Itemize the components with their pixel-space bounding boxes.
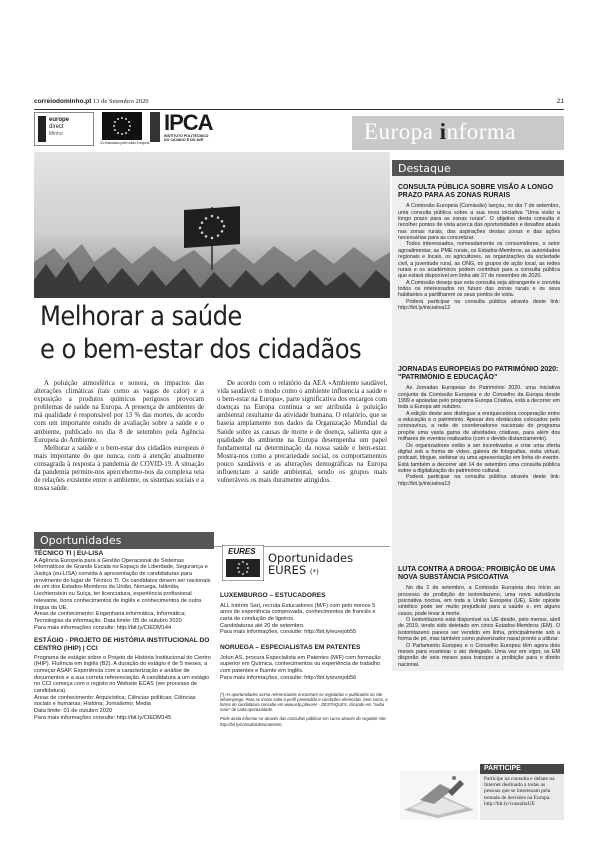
- destaque-header: Destaque: [392, 160, 564, 176]
- destaque-panel: [392, 176, 564, 671]
- job-areas: Áreas de conhecimento: Engenharia informática, Informática; Tecnologias da informação. Data limite: 05 de outubro 2020: [34, 611, 186, 624]
- eures-job-description: Jotun AS, procura Especialista em Patentes (M/F) com formação superior em Química, conhecimentos ou experiência de trabalho com patentes e fluente em inglês.: [220, 654, 381, 675]
- eures-footnote-2: Pode ainda informar-se através das consultas públicas em curso através do seguinte site: http://bit.ly/consultaUEeuramento: [220, 716, 387, 727]
- job-areas: Áreas de conhecimento: Arquivística; Ciências políticas; Ciências sociais e humanas; História; Jornalismo; Media: [34, 694, 196, 708]
- destaque-item: CONSULTA PÚBLICA SOBRE VISÃO A LONGO PRAZO PARA AS ZONAS RURAIS A Comissão Europeia (Comissão) lançou, no dia 7 de setembro, uma consulta pública sobre a sua nova iniciativa "Uma visão a longo prazo para as zonas rurais". O objetivo desta consulta é recolher pontos de vista acerca das oportunidades e desafios atuais nas zonas rurais, das aspirações destas zonas e das ações necessárias para as concretizar. Todos interessados, nomeadamente os consumidores, o setor agroalimentar, as PME rurais, os Estados-Membros, as autoridades regionais e locais, os agricultores, as organizações da sociedade civil, a juventude rural, as ONG, os grupos de ação local, as redes rurais e os académicos podem contribuir para a consulta pública que estará disponível em linha até 27 de novembro de 2020. A Comissão deseja que esta consulta seja abrangente e convida todos os interessados no futuro das zonas rurais e os seus habitantes a partilharem os seus pontos de vista. Poderá participar na consulta pública através deste link: http://bit.ly/iniciativa12: [398, 184, 560, 311]
- europe-direct-logo: europe direct Minho: [34, 112, 94, 146]
- participe-image: [400, 770, 478, 820]
- job-deadline: Data limite: 01 de outubro 2020: [34, 708, 113, 715]
- eu-flag-logo: Co-financiado pela União Europeia: [102, 112, 142, 140]
- destaque-link[interactable]: Poderá participar na consulta pública através deste link: http://bit.ly/iniciativa12: [398, 298, 560, 311]
- section-banner: Europa informa: [352, 116, 564, 150]
- ipca-logo: IPCA INSTITUTO POLITÉCNICO DO CÁVADO E DO AVE: [150, 112, 228, 146]
- eures-job-deadline: Candidaturas até 20 de setembro.: [220, 622, 305, 629]
- partner-logos: [34, 112, 228, 148]
- eures-logo: EURES: [222, 545, 264, 581]
- destaque-link[interactable]: Poderá participar na consulta pública através deste link: http://bit.ly/iniciativa13: [398, 474, 560, 487]
- eures-job-title: LUXEMBURGO – ESTUCADORES: [220, 592, 326, 599]
- article-headline: Melhorar a saúde e o bem-estar dos cidadãos: [40, 301, 362, 365]
- destaque-title: JORNADAS EUROPEIAS DO PATRIMÓNIO 2020: "PATRIMÓNIO E EDUCAÇÃO": [398, 366, 559, 382]
- destaque-item: LUTA CONTRA A DROGA: PROIBIÇÃO DE UMA NOVA SUBSTÂNCIA PSICOATIVA No dia 2 de setembro, a Comissão Europeia deu início ao processo de proibição do isotonitazeno, uma nova substância psicoativa nociva, em toda a União Europeia (UE). Este opioide sintético pode ser muito prejudicial para a saúde e, em alguns casos, pode levar à morte. O isotonitazeno está disponível na UE desde, pelo menos, abril de 2019, tendo sido detetado em cinco Estados-Membros (EM). O isotonitazeno parece ser vendido em linha, principalmente sob a forma de pó, mas também como pulverizador nasal pronto a utilizar. O Parlamento Europeu e o Conselho Europeu têm agora dois meses para examinar o ato delegado. Uma vez em vigor, os EM disporão de seis meses para transpor a proibição para o direito nacional.: [398, 566, 560, 668]
- article-photo: [34, 152, 390, 298]
- eures-list: [220, 592, 388, 727]
- destaque-item: JORNADAS EUROPEIAS DO PATRIMÓNIO 2020: "PATRIMÓNIO E EDUCAÇÃO" As Jornadas Europeias do Património 2020, uma iniciativa conjunta da Comissão Europeia e do Conselho da Europa desde 1999 e apoiadas pelo programa Europa Criativa, está a decorrer em toda a Europa até outubro. A edição deste ano distingue a enriquecedora cooperação entre a educação e o património. Apesar dos obstáculos colocados pelo coronavírus, a rede de coordenadores nacionais do programa propõe uma vasta gama de atividades criativas, para além dos milhares de eventos realizados (com o devido distanciamento). Os organizadores estão a ser incentivados a criar uma oferta digital sob a forma de vídeo, galeria de fotografias, visita virtual, podcast, blogue, webinar ou uma apresentação em linha do evento. Está também a decorrer até 14 de setembro uma consulta pública sobre a digitalização do património cultural. Poderá participar na consulta pública através deste link: http://bit.ly/iniciativa13: [398, 366, 560, 487]
- job-title: ESTÁGIO - PROJETO DE HISTÓRIA INSTITUCIONAL DO CENTRO (IHIP) | CCI: [34, 637, 210, 652]
- eures-footnote: (*) As oportunidades acima referenciadas encontram-se registadas e publicadas no site infoemprego. Para se tornar sabe a perfil pretendido e condições oferecidas, bem como, a forma de candidatura consulte em www.iefp.pt/eures - DESTAQUES, clicando em "saiba mais" de cada oportunidade.: [220, 691, 388, 713]
- job-title: TÉCNICO TI | EU-LISA: [34, 550, 104, 557]
- eures-job-link[interactable]: Para mais informações, consulte: http://bit.ly/eurejob55: [220, 629, 357, 636]
- oportunidades-header: Oportunidades: [34, 532, 214, 549]
- eures-job-description: ALL Intérim Sarl, recruta Estucadores (M/F) com pelo menos 5 anos de experiência comprovada, conhecimentos de francês e carta de condução de ligeiros.: [220, 602, 376, 622]
- participe-box: [480, 764, 564, 820]
- issue-date: 13 de Setembro 2020: [93, 98, 149, 105]
- article-column-2: [217, 380, 387, 485]
- oportunidades-list: [34, 550, 212, 722]
- page-number: 21: [556, 98, 564, 105]
- eures-header: Oportunidades EURES (*): [268, 551, 354, 577]
- destaque-title: LUTA CONTRA A DROGA: PROIBIÇÃO DE UMA NOVA SUBSTÂNCIA PSICOATIVA: [398, 566, 556, 582]
- article-column-1: [34, 380, 204, 493]
- article-paragraph: De acordo com o relatório da AEA «Ambiente saudável, vida saudável: o modo como o ambiente influencia a saúde e o bem-estar na Europa», parte significativa dos encargos com doenças na Europa continua a ser atribuída à poluição ambiental resultante da atividade humana. O relatório, que se baseia amplamente nos dados da Organização Mundial da Saúde sobre as causas de morte e de doença, salienta que a qualidade do ambiente na Europa desempenha um papel fundamental na determinação da nossa saúde e bem-estar. Mostra-nos como a precariedade social, os comportamentos pouco saudáveis e as alterações demográficas na Europa influenciam a saúde ambiental, sendo os grupos mais vulneráveis os mais duramente atingidos.: [217, 380, 387, 485]
- destaque-title: CONSULTA PÚBLICA SOBRE VISÃO A LONGO PRAZO PARA AS ZONAS RURAIS: [398, 184, 554, 200]
- header-rule: [34, 109, 564, 110]
- participe-text[interactable]: Participe na consulta e debate na Internet destinado a todas as pessoas que se interessam pela tomada de decisões na Europa. http://bit.ly/consultaUE: [484, 776, 555, 807]
- job-description: A Agência Europeia para a Gestão Operacional de Sistemas Informáticos de Grande Escala no Espaço de Liberdade, Segurança e Justiça (eu-LISA) convida à apresentação de candidaturas para provimento do lugar de Técnico TI. Os candidatos devem ser nacionais de um dos Estados-Membros da União, Noruega, Islândia, Liechtenstein ou Suíça, ter licenciatura, experiência profissional relevante, bons conhecimentos de inglês e conhecimentos de outra língua da UE.: [34, 557, 211, 611]
- eures-job-link[interactable]: Para mais informações, consulte: http://bit.ly/eurejob56: [220, 674, 357, 681]
- article-paragraph: A poluição atmosférica e sonora, os impactos das alterações climáticas (tais como as vagas de calor) e a exposição a produtos químicos perigosos provocam problemas de saúde na Europa. A presença de ambientes de má qualidade é responsável por 13 % das mortes, de acordo com um importante estudo de avaliação sobre a saúde e o ambiente, publicado no dia 8 de setembro pela Agência Europeia do Ambiente.: [34, 380, 204, 444]
- article-paragraph: Melhorar a saúde e o bem-estar dos cidadãos europeus é mais importante do que nunca, com a atenção atualmente consagrada à resposta à pandemia de COVID-19. A situação da pandemia permite-nos apercebermo-nos da complexa teia de relações existente entre o ambiente, os sistemas sociais e a nossa saúde.: [34, 444, 204, 493]
- site-name: correiodominho.pt: [34, 98, 92, 105]
- job-description: Programa de estágio sobre o Projeto de História Institucional do Centro (IHIP). Fluência em inglês (B2). A duração do estágio é de 5 meses, a começar ASAP. Experiência com a caracterização e análise de documentos e a sua correta referenciação. A candidatura a um estágio no CCI começa com o registo no Website ECAS (ver processo de candidatura).: [34, 654, 211, 695]
- participe-header: PARTICIPE: [480, 764, 564, 774]
- job-link[interactable]: Para mais informações consulte: http://bit.ly/CIEDM144: [34, 624, 172, 631]
- eures-job-title: NORUEGA – ESPECIALISTAS EM PATENTES: [220, 644, 361, 652]
- job-link[interactable]: Para mais informações consulte: http://bit.ly/CIEDM145: [34, 714, 172, 721]
